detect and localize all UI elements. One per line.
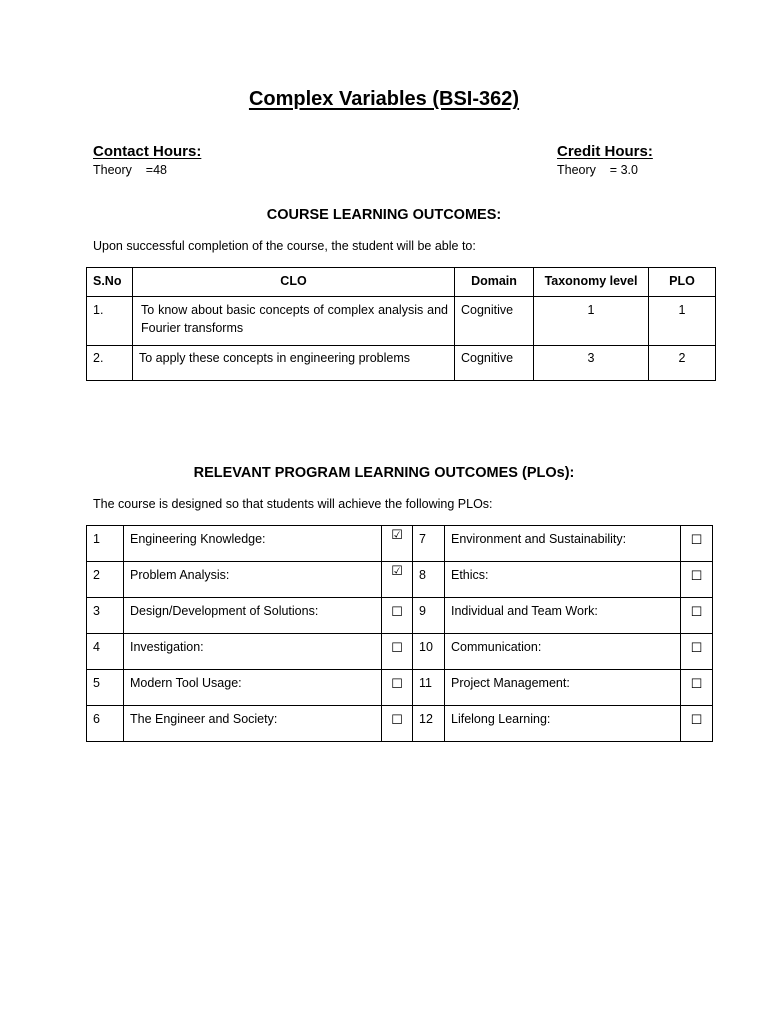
clo-table-header-row: [87, 268, 716, 297]
plo-checkbox[interactable]: ☐: [681, 706, 713, 742]
plo-number: 1: [87, 526, 124, 562]
table-row: [87, 526, 713, 562]
header-taxonomy: Taxonomy level: [534, 268, 649, 297]
plo-label: Communication:: [445, 634, 681, 670]
plo-number: 10: [413, 634, 445, 670]
contact-hours-label: Contact Hours:: [93, 143, 202, 160]
plo-number: 11: [413, 670, 445, 706]
header-sno: S.No: [87, 268, 133, 297]
plo-number: 3: [87, 598, 124, 634]
plo-number: 7: [413, 526, 445, 562]
table-row: [87, 346, 716, 381]
plo-table: [86, 525, 713, 742]
plo-label: The Engineer and Society:: [124, 706, 382, 742]
credit-hours-block: [557, 143, 653, 177]
clo-row-text: To apply these concepts in engineering problems: [133, 346, 455, 381]
clo-intro: Upon successful completion of the course, the student will be able to:: [93, 239, 476, 253]
plo-checkbox[interactable]: ☐: [681, 526, 713, 562]
plo-label: Lifelong Learning:: [445, 706, 681, 742]
clo-row-plo: 2: [649, 346, 716, 381]
plo-heading: RELEVANT PROGRAM LEARNING OUTCOMES (PLOs):: [193, 465, 575, 481]
plo-checkbox-checked[interactable]: ☑: [382, 562, 413, 598]
plo-checkbox-checked[interactable]: ☑: [382, 526, 413, 562]
clo-row-taxonomy: 3: [534, 346, 649, 381]
clo-row-domain: Cognitive: [455, 346, 534, 381]
plo-number: 8: [413, 562, 445, 598]
clo-row-sno: 1.: [87, 297, 133, 346]
plo-number: 4: [87, 634, 124, 670]
plo-label: Design/Development of Solutions:: [124, 598, 382, 634]
table-row: [87, 706, 713, 742]
plo-label: Problem Analysis:: [124, 562, 382, 598]
plo-number: 2: [87, 562, 124, 598]
header-domain: Domain: [455, 268, 534, 297]
clo-row-sno: 2.: [87, 346, 133, 381]
header-clo: CLO: [133, 268, 455, 297]
plo-label: Environment and Sustainability:: [445, 526, 681, 562]
plo-label: Investigation:: [124, 634, 382, 670]
credit-hours-label: Credit Hours:: [557, 143, 653, 160]
document-title: Complex Variables (BSI-362): [248, 88, 520, 110]
plo-label: Modern Tool Usage:: [124, 670, 382, 706]
table-row: [87, 562, 713, 598]
plo-checkbox[interactable]: ☐: [681, 562, 713, 598]
clo-heading: COURSE LEARNING OUTCOMES:: [266, 207, 502, 223]
plo-checkbox[interactable]: ☐: [681, 634, 713, 670]
plo-intro: The course is designed so that students will achieve the following PLOs:: [93, 497, 493, 511]
contact-hours-block: [93, 143, 201, 177]
plo-checkbox[interactable]: ☐: [382, 706, 413, 742]
plo-number: 5: [87, 670, 124, 706]
clo-row-plo: 1: [649, 297, 716, 346]
table-row: [87, 297, 716, 346]
plo-number: 12: [413, 706, 445, 742]
table-row: [87, 670, 713, 706]
plo-number: 9: [413, 598, 445, 634]
plo-label: Project Management:: [445, 670, 681, 706]
plo-label: Ethics:: [445, 562, 681, 598]
table-row: [87, 634, 713, 670]
clo-row-taxonomy: 1: [534, 297, 649, 346]
header-plo: PLO: [649, 268, 716, 297]
clo-row-domain: Cognitive: [455, 297, 534, 346]
plo-number: 6: [87, 706, 124, 742]
plo-checkbox[interactable]: ☐: [382, 670, 413, 706]
clo-row-text: To know about basic concepts of complex analysis and Fourier transforms: [133, 297, 455, 346]
credit-hours-value: Theory = 3.0: [557, 163, 638, 177]
clo-table: [86, 267, 716, 381]
plo-label: Individual and Team Work:: [445, 598, 681, 634]
contact-hours-value: Theory =48: [93, 163, 167, 177]
table-row: [87, 598, 713, 634]
plo-label: Engineering Knowledge:: [124, 526, 382, 562]
plo-checkbox[interactable]: ☐: [382, 634, 413, 670]
plo-checkbox[interactable]: ☐: [681, 598, 713, 634]
plo-checkbox[interactable]: ☐: [382, 598, 413, 634]
plo-checkbox[interactable]: ☐: [681, 670, 713, 706]
